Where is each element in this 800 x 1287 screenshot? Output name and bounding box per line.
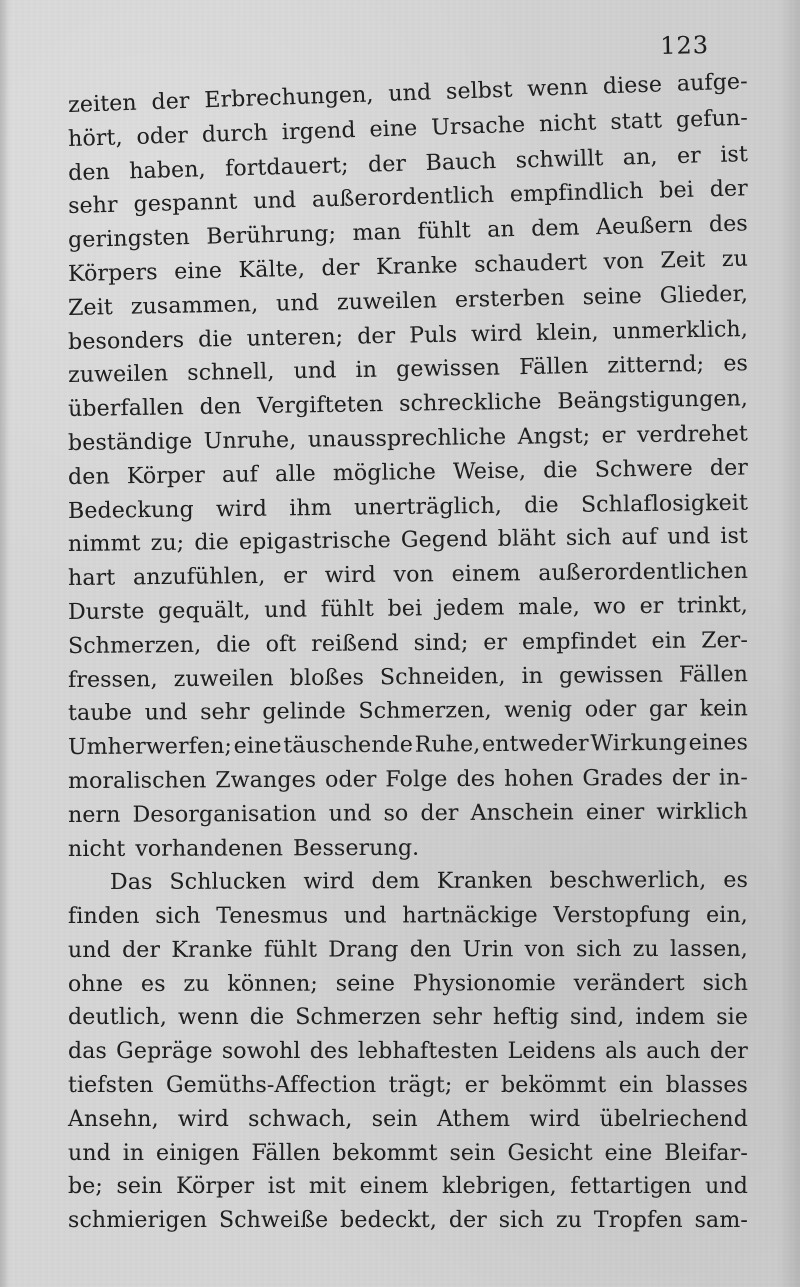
text-line	[68, 687, 748, 726]
text-word: Ursache	[430, 112, 526, 141]
text-word: und	[343, 903, 387, 929]
text-word: gelinde	[262, 699, 346, 725]
text-word: sein	[116, 1174, 163, 1200]
text-word: irgend	[281, 117, 356, 145]
text-word: ein,	[706, 902, 748, 928]
text-word: Schneiden,	[379, 663, 506, 690]
body-text	[67, 69, 749, 1234]
text-word: lassen,	[669, 936, 748, 962]
text-word: er	[464, 1072, 489, 1098]
text-word: bekömmt	[501, 1072, 607, 1098]
text-word: die	[542, 457, 578, 483]
text-word: wenn	[526, 74, 589, 102]
text-word: in-	[718, 765, 748, 791]
text-word: bedeckt,	[340, 1208, 438, 1234]
text-word: und	[293, 358, 337, 385]
text-word: der	[709, 176, 749, 203]
text-word: finden	[67, 903, 140, 929]
text-word: und	[253, 188, 297, 215]
text-word: Fällen	[251, 1140, 321, 1166]
text-word: unerträglich,	[353, 493, 503, 520]
text-word: fühlt	[320, 596, 375, 623]
text-word: diese	[602, 72, 663, 100]
text-word: Unruhe,	[203, 427, 297, 454]
text-word: lebhaftesten	[357, 1039, 499, 1065]
text-word: Das	[109, 869, 153, 896]
text-word: er	[639, 593, 664, 619]
text-word: dem	[371, 869, 420, 895]
text-word: ist	[267, 1174, 296, 1200]
text-line	[68, 618, 748, 658]
text-word: er	[483, 629, 508, 655]
text-word: den	[409, 937, 452, 963]
text-word: wird	[529, 1106, 581, 1132]
text-word: verändert	[573, 970, 685, 996]
text-word: von	[524, 936, 565, 962]
text-word: der	[709, 455, 749, 481]
gutter-shadow	[0, 0, 10, 1287]
text-word: wird	[303, 869, 355, 895]
text-word: sind,	[570, 1005, 625, 1031]
text-word: zusammen,	[130, 291, 259, 320]
text-word: zu;	[150, 530, 185, 557]
text-word: sich	[565, 525, 612, 552]
text-word: Grades	[582, 765, 664, 792]
text-line	[68, 1097, 748, 1131]
text-word: Leidens	[507, 1039, 596, 1065]
text-word: fortdauert;	[224, 152, 350, 181]
text-word: ein	[618, 1072, 654, 1098]
text-word: ohne	[67, 971, 124, 997]
text-word: kein	[699, 696, 748, 722]
text-word: außerordentlichen	[538, 558, 749, 587]
text-word: fressen,	[67, 666, 158, 693]
text-word: Berührung;	[205, 221, 337, 250]
text-word: geringsten	[67, 225, 191, 253]
text-word: reißend	[311, 630, 399, 657]
text-word: sind;	[413, 630, 469, 656]
text-word: schreckliche	[399, 389, 542, 417]
text-word: wird	[470, 320, 523, 347]
text-word: wo	[593, 593, 627, 620]
text-word: Tenesmus	[216, 903, 329, 929]
text-word: Drang	[328, 937, 399, 963]
text-word: Schweiße	[218, 1208, 329, 1234]
text-word: Besserung.	[293, 835, 420, 861]
text-word: wirklich	[656, 798, 749, 825]
text-word: den	[199, 394, 242, 420]
text-word: ist	[719, 141, 749, 168]
text-line	[68, 1029, 748, 1063]
text-word: einem	[359, 1174, 429, 1200]
text-word: Bauch	[425, 148, 497, 176]
text-word: und	[387, 80, 432, 107]
text-word: überfallen	[67, 395, 185, 422]
text-word: Körper	[126, 462, 206, 489]
text-word: und	[67, 937, 111, 963]
text-word: anzufühlen,	[132, 563, 266, 591]
text-word: und	[705, 1174, 748, 1200]
text-word: können;	[227, 971, 318, 997]
text-word: ein	[651, 628, 687, 654]
text-word: eine	[604, 1140, 653, 1166]
text-line	[68, 583, 748, 624]
text-word: so	[383, 800, 409, 826]
text-word: Fällen	[678, 661, 749, 688]
text-word: hört,	[67, 124, 124, 152]
text-word: sehr	[432, 1005, 482, 1031]
text-word: wenig	[504, 697, 573, 724]
text-line	[68, 1131, 748, 1165]
text-word: täuschende	[283, 732, 414, 759]
text-word: den	[67, 463, 110, 490]
text-word: und	[144, 700, 188, 726]
text-word: verdrehet	[636, 421, 749, 448]
text-word: Anschein	[470, 799, 574, 826]
text-word: klebrigen,	[442, 1174, 557, 1200]
text-word: einem	[451, 561, 521, 587]
text-word: sie	[716, 1005, 748, 1031]
text-line	[68, 789, 748, 826]
text-word: sich	[702, 970, 749, 996]
text-word: bloßes	[289, 664, 365, 691]
text-word: des	[456, 766, 496, 792]
text-word: empfindlich	[509, 179, 644, 208]
text-word: hartnäckige	[402, 903, 538, 929]
text-word: Erbrechungen,	[203, 82, 375, 114]
text-word: hohen	[504, 766, 574, 792]
text-word: zitternd;	[607, 352, 705, 379]
text-word: Gegend	[400, 527, 488, 554]
text-word: trägt;	[388, 1072, 453, 1098]
text-word: Beängstigungen,	[557, 386, 749, 415]
text-word: zu	[183, 971, 210, 997]
text-word: zu	[721, 246, 749, 272]
text-word: Schmerzen	[295, 1005, 422, 1031]
text-line	[68, 824, 748, 860]
text-word: Umherwerfen;	[67, 733, 233, 760]
text-word: taube	[67, 700, 133, 727]
text-word: gar	[648, 696, 688, 723]
text-word: mögliche	[332, 459, 437, 486]
text-word: der	[321, 255, 360, 282]
text-word: sich	[155, 903, 201, 929]
text-word: entweder	[481, 731, 589, 758]
page-edge-shadow	[778, 0, 800, 1287]
text-word: auch	[646, 1039, 701, 1065]
text-word: beständige	[67, 429, 193, 456]
text-line	[68, 1063, 748, 1097]
text-word: Zer-	[701, 627, 749, 654]
text-word: der	[709, 1039, 748, 1065]
text-word: der	[448, 1208, 487, 1234]
text-word: gespannt	[133, 189, 238, 218]
text-word: Tropfen	[593, 1208, 683, 1234]
text-word: dem	[530, 215, 580, 242]
text-word: es	[141, 971, 166, 997]
text-word: bei	[387, 596, 423, 622]
text-word: statt	[609, 107, 663, 135]
text-word: Puls	[409, 321, 458, 348]
text-word: Durste	[67, 598, 145, 625]
text-word: zuweilen	[336, 287, 438, 315]
text-word: Vergifteten	[257, 392, 384, 419]
text-word: Schmerzen,	[358, 698, 492, 725]
text-word: den	[67, 159, 111, 186]
text-line	[68, 755, 748, 792]
text-word: Zwanges	[215, 767, 317, 793]
text-word: oder	[136, 122, 189, 150]
text-word: Wirkung	[590, 730, 688, 757]
text-line	[68, 961, 748, 996]
text-word: be;	[68, 1174, 103, 1200]
text-word: mit	[308, 1174, 347, 1200]
text-word: Kranke	[171, 937, 253, 963]
text-word: sehr	[67, 192, 119, 220]
text-word: die	[249, 1005, 285, 1031]
text-word: Körpers	[67, 259, 158, 287]
text-word: Gepräge	[116, 1039, 213, 1065]
text-word: beschwerlich,	[549, 868, 707, 894]
text-word: besonders	[67, 327, 185, 355]
text-word: schwach,	[248, 1106, 353, 1132]
text-word: Folge	[385, 766, 448, 793]
text-word: Desorganisation	[132, 801, 317, 828]
text-word: zu	[556, 1208, 583, 1234]
text-word: von	[603, 248, 645, 275]
text-word: Glieder,	[659, 281, 749, 309]
text-word: klein,	[535, 319, 599, 346]
text-word: sam-	[694, 1208, 748, 1234]
text-word: tiefsten	[68, 1072, 154, 1098]
text-word: schnell,	[187, 359, 275, 387]
text-word: der	[420, 800, 459, 826]
text-word: von	[393, 562, 435, 588]
text-word: der	[356, 323, 396, 349]
text-word: Ansehn,	[68, 1106, 159, 1132]
text-word: er	[601, 422, 626, 449]
text-word: es	[723, 351, 749, 377]
text-word: Kranken	[436, 868, 533, 894]
text-word: seine	[335, 970, 396, 997]
text-word: ersterben	[454, 285, 566, 313]
text-word: Ruhe,	[414, 732, 481, 758]
text-word: und	[275, 290, 320, 317]
text-word: jedem	[435, 595, 505, 621]
text-word: alle	[274, 461, 317, 487]
text-word: empfindet	[521, 628, 637, 655]
text-word: nicht	[538, 109, 597, 137]
text-word: selbst	[445, 77, 513, 105]
text-word: oder	[584, 697, 637, 723]
text-word: Weise,	[452, 458, 527, 485]
text-word: sich	[498, 1208, 545, 1234]
text-word: ist	[720, 523, 749, 550]
text-word: eine	[369, 115, 418, 143]
text-word: wird	[324, 562, 376, 589]
text-word: und	[264, 597, 308, 623]
text-word: in	[355, 357, 378, 384]
text-word: in	[521, 663, 544, 689]
text-word: Fällen	[519, 354, 589, 381]
text-word: fühlt	[263, 937, 318, 963]
text-word: indem	[635, 1005, 706, 1031]
text-word: der	[671, 765, 711, 791]
text-word: Aeußern	[595, 212, 693, 241]
text-word: zu	[632, 936, 659, 962]
text-word: nimmt	[67, 531, 141, 558]
text-word: gewissen	[558, 662, 664, 689]
text-word: Athem	[437, 1106, 511, 1132]
text-word: sein	[449, 1140, 496, 1166]
text-word: durch	[201, 120, 269, 148]
text-word: Bleifar-	[664, 1140, 748, 1166]
text-word: bekommt	[332, 1140, 438, 1166]
text-word: schaudert	[473, 250, 588, 278]
text-line	[68, 720, 748, 759]
text-line	[110, 858, 748, 894]
text-word: sowohl	[221, 1039, 301, 1065]
text-word: sehr	[200, 699, 250, 726]
text-word: hart	[67, 565, 116, 591]
text-word: Kälte,	[238, 256, 306, 283]
text-word: zuweilen	[67, 361, 169, 389]
text-word: an,	[622, 143, 658, 170]
text-word: der	[122, 937, 161, 963]
text-word: die	[197, 326, 233, 352]
text-word: Kranke	[375, 252, 458, 280]
text-word: wenn	[177, 1005, 239, 1031]
text-word: zuweilen	[173, 665, 274, 692]
text-word: gewissen	[395, 355, 501, 383]
text-word: Körper	[176, 1174, 255, 1200]
text-word: aufge-	[676, 69, 749, 97]
text-word: nicht	[67, 836, 126, 862]
text-word: Gemüths-Affection	[165, 1072, 377, 1098]
text-word: ihm	[289, 495, 332, 521]
text-word: Bedeckung	[67, 496, 194, 524]
text-word: einigen	[156, 1140, 240, 1166]
text-word: Schmerzen,	[67, 632, 202, 659]
text-word: unaussprechliche	[307, 424, 507, 453]
text-word: deutlich,	[68, 1005, 168, 1031]
text-word: Zeit	[67, 294, 114, 321]
text-word: die	[524, 492, 559, 518]
text-word: unmerklich,	[612, 316, 749, 344]
text-word: heftig	[492, 1005, 560, 1031]
text-word: eines	[688, 730, 749, 756]
text-word: Gesicht	[507, 1140, 593, 1166]
text-word: wird	[177, 1106, 229, 1132]
text-word: sich	[576, 936, 622, 962]
text-word: eine	[173, 258, 223, 285]
text-word: epigastrische	[238, 528, 391, 556]
text-word: als	[605, 1039, 638, 1065]
text-word: Physionomie	[412, 970, 556, 996]
text-line	[68, 996, 748, 1030]
text-word: Schlaflosigkeit	[580, 490, 749, 518]
text-word: schwillt	[515, 145, 604, 173]
text-word: die	[216, 631, 251, 658]
text-word: es	[723, 867, 749, 893]
text-word: das	[68, 1039, 107, 1065]
text-line	[68, 652, 748, 692]
text-word: wird	[215, 495, 268, 522]
text-word: Schlucken	[169, 869, 287, 895]
text-word: blasses	[665, 1072, 748, 1098]
text-word: des	[708, 211, 749, 238]
text-word: haben,	[128, 156, 207, 184]
text-word: man	[352, 219, 402, 247]
text-word: der	[151, 88, 191, 115]
text-word: zeiten	[67, 90, 138, 118]
text-word: Urin	[462, 936, 514, 963]
text-word: bei	[659, 177, 695, 204]
text-word: auf	[221, 461, 259, 488]
text-word: die	[194, 530, 230, 556]
text-word: der	[367, 150, 407, 178]
text-line	[68, 927, 748, 962]
text-line	[68, 1198, 748, 1232]
text-word: fettartigen	[570, 1174, 692, 1200]
text-word: Verstopfung	[553, 902, 691, 929]
text-word: und	[667, 524, 711, 550]
text-word: oft	[265, 631, 297, 657]
text-word: trinkt,	[677, 592, 749, 619]
text-line	[68, 893, 748, 928]
text-word: sein	[371, 1106, 418, 1132]
text-word: fühlt	[417, 218, 472, 245]
text-word: vorhandenen	[135, 835, 284, 862]
text-word: oder	[324, 767, 377, 793]
text-word: unteren;	[246, 324, 344, 351]
text-word: einer	[585, 799, 645, 825]
text-word: und	[328, 800, 372, 827]
text-line	[68, 1165, 748, 1199]
text-word: eine	[233, 733, 282, 759]
text-word: in	[122, 1140, 145, 1166]
text-word: schmierigen	[68, 1208, 208, 1234]
text-word: Zeit	[660, 247, 706, 274]
text-word: seine	[582, 283, 643, 310]
page-number: 123	[660, 31, 710, 60]
text-word: male,	[517, 594, 581, 621]
text-word: bläht	[497, 526, 556, 552]
text-word: moralischen	[67, 768, 207, 794]
text-word: auf	[621, 524, 658, 551]
text-word: er	[676, 142, 702, 169]
text-word: Angst;	[517, 423, 591, 450]
text-word: an	[486, 217, 516, 243]
text-word: nern	[67, 802, 121, 828]
text-word: außerordentlich	[311, 183, 495, 213]
text-word: und	[68, 1140, 111, 1166]
text-word: übelriechend	[599, 1106, 748, 1132]
text-word: er	[283, 563, 308, 589]
text-word: Schwere	[594, 455, 693, 483]
text-word: gefun-	[675, 105, 749, 133]
text-word: des	[309, 1039, 349, 1065]
text-word: gequält,	[157, 597, 251, 624]
